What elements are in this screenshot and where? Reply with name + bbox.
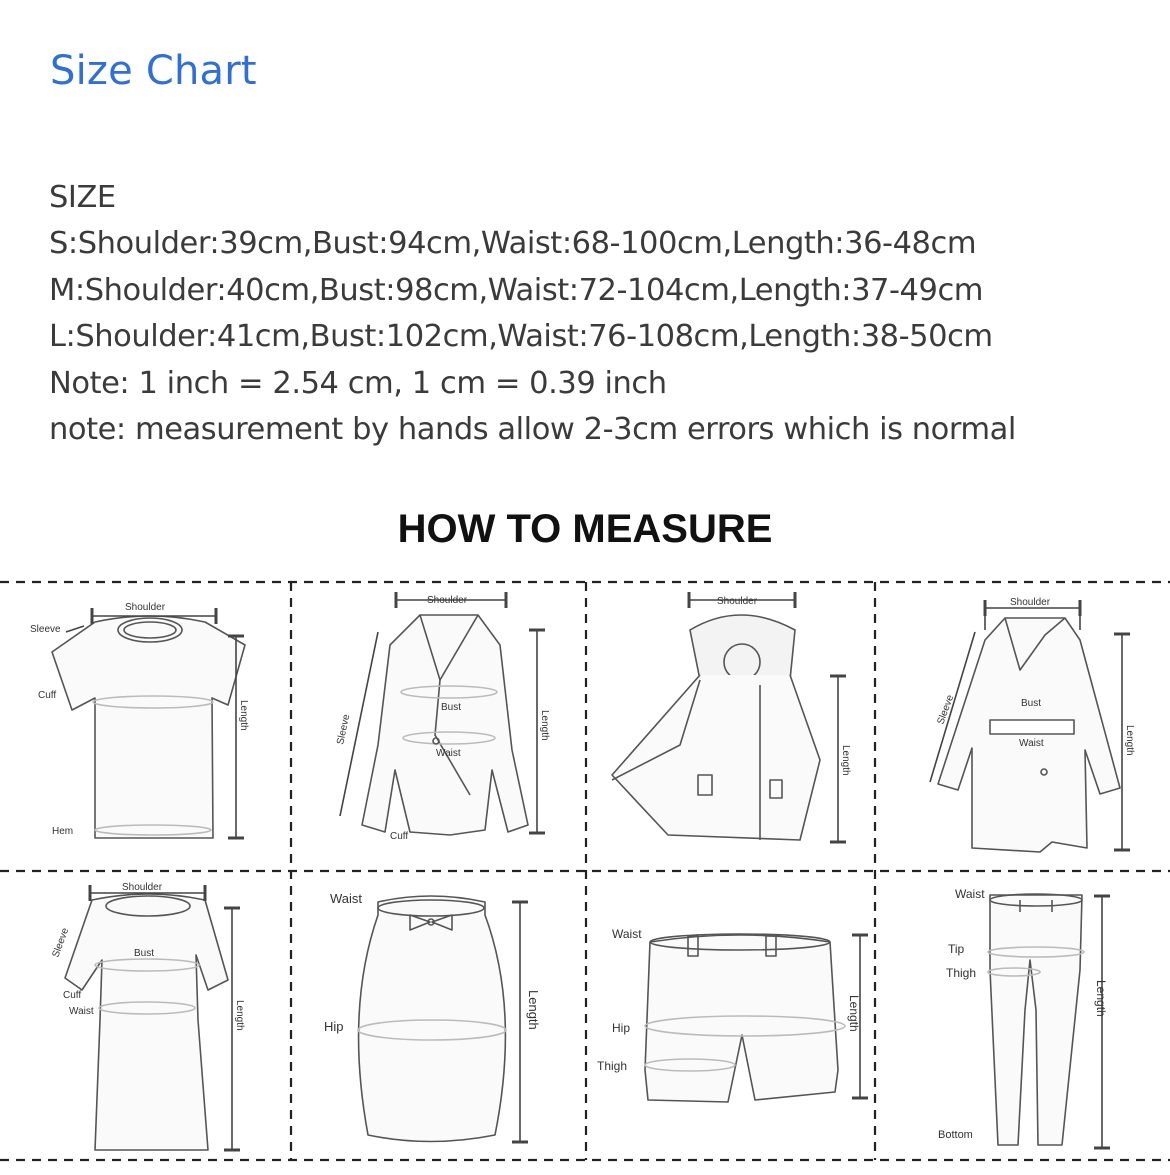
error-note: note: measurement by hands allow 2-3cm errors which is normal — [49, 411, 1016, 447]
size-heading: SIZE — [49, 180, 116, 215]
unit-note: Note: 1 inch = 2.54 cm, 1 cm = 0.39 inch — [49, 365, 667, 401]
shorts-hip-label: Hip — [612, 1021, 631, 1035]
cape-shoulder-label: Shoulder — [717, 596, 758, 607]
size-line-l: L:Shoulder:41cm,Bust:102cm,Waist:76-108cm,Length:38-50cm — [49, 319, 993, 355]
tshirt-shoulder-label: Shoulder — [125, 602, 166, 613]
coat-diagram — [930, 602, 1122, 852]
skirt-waist-label: Waist — [330, 891, 363, 906]
shorts-diagram — [645, 934, 860, 1102]
dress-bust-label: Bust — [134, 948, 155, 959]
tshirt-cuff-label: Cuff — [38, 690, 57, 701]
coat-shoulder-label: Shoulder — [1010, 597, 1051, 608]
shorts-waist-label: Waist — [612, 927, 642, 941]
dress-cuff-label: Cuff — [63, 990, 82, 1001]
dress-waist-label: Waist — [69, 1006, 94, 1017]
dress-length-label: Length — [234, 1000, 245, 1031]
tshirt-hem-label: Hem — [52, 826, 74, 837]
shorts-thigh-label: Thigh — [597, 1059, 628, 1073]
blazer-bust-label: Bust — [441, 702, 462, 713]
cape-diagram — [612, 600, 838, 842]
shorts-length-label: Length — [847, 995, 861, 1032]
coat-sleeve-label: Sleeve — [935, 693, 957, 727]
coat-bust-label: Bust — [1021, 698, 1042, 709]
blazer-shoulder-label: Shoulder — [427, 595, 468, 606]
blazer-waist-label: Waist — [436, 748, 461, 759]
coat-length-label: Length — [1124, 725, 1135, 756]
dress-shoulder-label: Shoulder — [122, 882, 163, 893]
dress-diagram — [65, 893, 232, 1150]
blazer-length-label: Length — [539, 710, 550, 741]
coat-waist-label: Waist — [1019, 738, 1044, 749]
tshirt-diagram — [52, 616, 245, 838]
pants-bottom-label: Bottom — [938, 1129, 973, 1141]
blazer-diagram — [340, 600, 537, 835]
pants-waist-label: Waist — [955, 887, 985, 901]
skirt-length-label: Length — [526, 990, 541, 1030]
size-line-m: M:Shoulder:40cm,Bust:98cm,Waist:72-104cm,Length:37-49cm — [49, 272, 984, 308]
pants-diagram — [988, 894, 1102, 1148]
pants-thigh-label: Thigh — [946, 966, 977, 980]
tshirt-length-label: Length — [238, 700, 249, 731]
tshirt-sleeve-label: Sleeve — [30, 624, 61, 635]
skirt-diagram — [358, 896, 520, 1142]
cape-length-label: Length — [840, 745, 851, 776]
measurement-guide-grid — [0, 570, 1170, 1170]
blazer-cuff-label: Cuff — [390, 831, 409, 842]
pants-length-label: Length — [1094, 980, 1108, 1017]
pants-tip-label: Tip — [948, 942, 965, 956]
size-description — [49, 175, 1016, 453]
blazer-sleeve-label: Sleeve — [335, 713, 353, 746]
dress-sleeve-label: Sleeve — [50, 926, 72, 960]
how-to-measure-title: HOW TO MEASURE — [397, 507, 773, 551]
page-title: Size Chart — [50, 48, 257, 94]
size-line-s: S:Shoulder:39cm,Bust:94cm,Waist:68-100cm,Length:36-48cm — [49, 226, 977, 262]
skirt-hip-label: Hip — [324, 1019, 344, 1034]
